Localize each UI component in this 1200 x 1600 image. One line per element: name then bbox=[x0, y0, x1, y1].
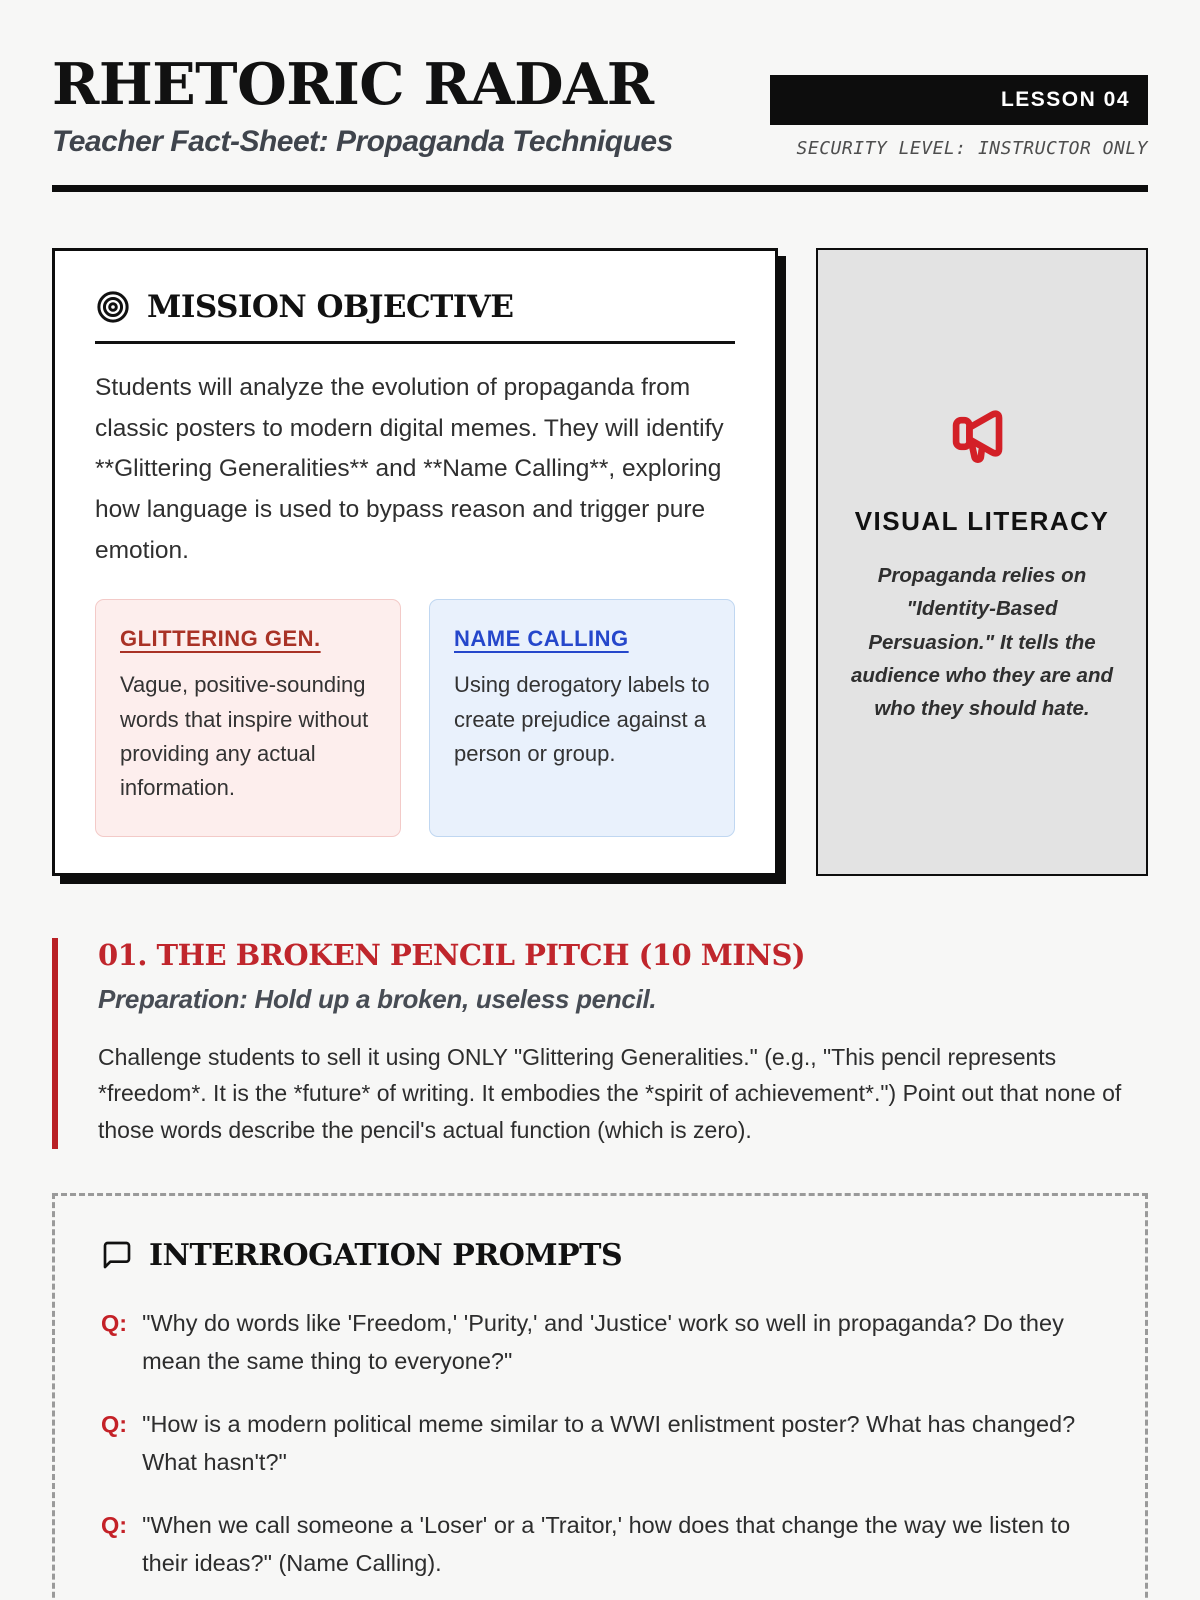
mission-heading-underline bbox=[95, 341, 735, 344]
q-label: Q: bbox=[101, 1411, 128, 1438]
activity-preparation: Preparation: Hold up a broken, useless pencil. bbox=[98, 983, 657, 1014]
visual-literacy-panel bbox=[816, 248, 1148, 876]
activity-heading: 01. THE BROKEN PENCIL PITCH (10 MINS) bbox=[98, 937, 806, 972]
activity-body-text: Challenge students to sell it using ONLY "Glittering Generalities." (e.g., "This pencil represents *freedom*. It is the *future* of writing. It embodies the *spirit of achievement*.") Point out that none of those words describe the pencil's actual function (which is zero). bbox=[98, 1043, 1122, 1144]
security-level-label: SECURITY LEVEL: INSTRUCTOR ONLY bbox=[796, 138, 1148, 159]
mission-heading: MISSION OBJECTIVE bbox=[147, 289, 514, 325]
prompt-text: "When we call someone a 'Loser' or a 'Traitor,' how does that change the way we listen to their ideas?" (Name Calling). bbox=[142, 1512, 1071, 1576]
mission-objective-card bbox=[52, 248, 778, 876]
name-calling-link[interactable]: NAME CALLING bbox=[454, 626, 629, 652]
header bbox=[52, 51, 1148, 159]
speech-bubble-icon bbox=[101, 1239, 133, 1271]
name-calling-box bbox=[429, 599, 735, 836]
mission-body-text: Students will analyze the evolution of propaganda from classic posters to modern digital memes. They will identify **Glittering Generalities** and **Name Calling**, exploring how language is used to bypass reason and trigger pure emotion. bbox=[95, 374, 724, 564]
megaphone-icon bbox=[945, 398, 1019, 472]
page-subtitle: Teacher Fact-Sheet: Propaganda Techniques bbox=[52, 125, 673, 158]
prompt-item bbox=[101, 1305, 1099, 1380]
glittering-generalities-description: Vague, positive-sounding words that inspire without providing any actual information. bbox=[120, 672, 369, 801]
target-icon bbox=[95, 289, 131, 325]
header-left bbox=[52, 51, 673, 159]
prompts-list bbox=[101, 1305, 1099, 1583]
lesson-badge: LESSON 04 bbox=[770, 75, 1148, 125]
prompts-header bbox=[101, 1238, 1099, 1273]
header-divider bbox=[52, 185, 1148, 192]
glittering-generalities-box bbox=[95, 599, 401, 836]
main-content bbox=[52, 248, 1148, 876]
q-label: Q: bbox=[101, 1309, 128, 1336]
glittering-generalities-link[interactable]: GLITTERING GEN. bbox=[120, 626, 321, 652]
page-title: RHETORIC RADAR bbox=[52, 51, 654, 118]
name-calling-description: Using derogatory labels to create prejudice against a person or group. bbox=[454, 672, 710, 766]
header-right bbox=[770, 75, 1148, 159]
prompt-item bbox=[101, 1406, 1099, 1481]
prompt-item bbox=[101, 1507, 1099, 1582]
visual-literacy-heading: VISUAL LITERACY bbox=[854, 506, 1110, 537]
interrogation-prompts-box bbox=[52, 1193, 1148, 1600]
activity-section bbox=[52, 938, 1148, 1149]
mission-card-header bbox=[95, 289, 735, 325]
q-label: Q: bbox=[101, 1512, 128, 1539]
prompt-text: "How is a modern political meme similar to a WWI enlistment poster? What has changed? What hasn't?" bbox=[142, 1411, 1076, 1475]
prompts-heading: INTERROGATION PROMPTS bbox=[149, 1237, 623, 1273]
prompt-text: "Why do words like 'Freedom,' 'Purity,' and 'Justice' work so well in propaganda? Do they mean the same thing to everyone?" bbox=[142, 1309, 1064, 1374]
visual-literacy-text: Propaganda relies on "Identity-Based Persuasion." It tells the audience who they are and who they should hate. bbox=[850, 564, 1113, 721]
technique-boxes bbox=[95, 599, 735, 836]
